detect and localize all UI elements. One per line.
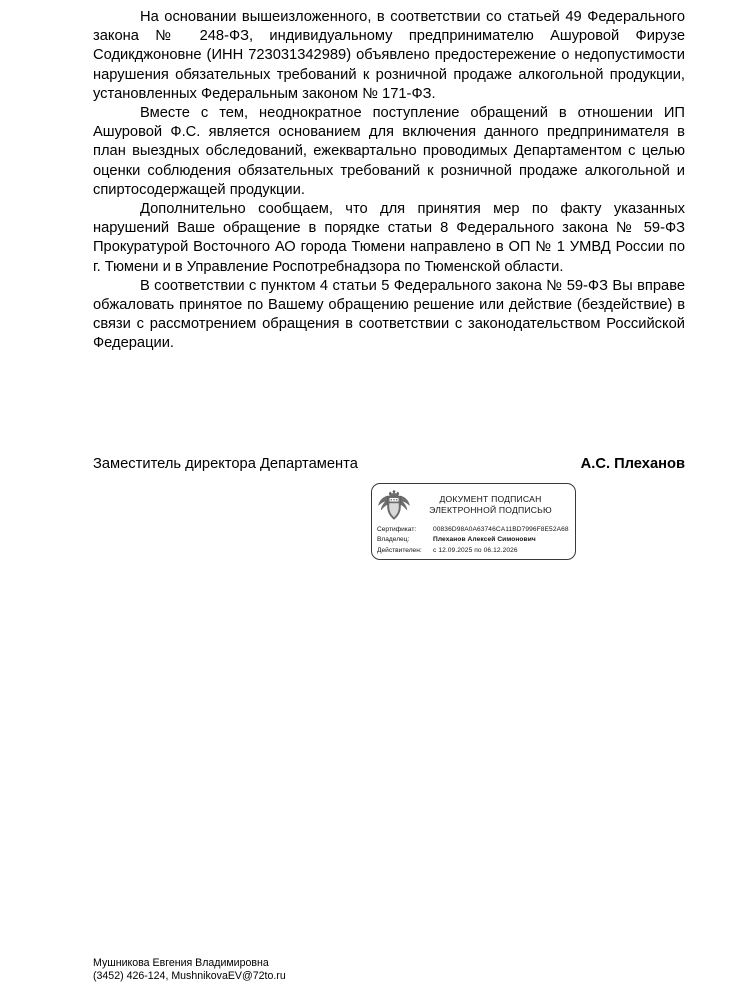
validity-label: Действителен:	[377, 546, 422, 554]
stamp-details	[377, 525, 570, 556]
signature-line	[93, 455, 685, 474]
document-body	[93, 8, 685, 354]
stamp-row-certificate	[377, 525, 570, 535]
executor-name: Мушникова Евгения Владимировна	[93, 957, 269, 969]
paragraph-1: На основании вышеизложенного, в соответствии со статьей 49 Федерального закона № 248-ФЗ, индивидуальному предпринимателю Ашуровой Фирузе Содикджоновне (ИНН 723031342989) объявлено предостережение о недопустимости нарушения обязательных требований к розничной продаже алкогольной продукции, установленных Федеральным законом № 171-ФЗ.	[93, 9, 685, 102]
owner-label: Владелец:	[377, 536, 410, 544]
certificate-value: 00836D98A0A63746CA11BD7996F8E52A68	[433, 526, 569, 533]
validity-value: с 12.09.2025 по 06.12.2026	[433, 546, 518, 554]
stamp-title-line-2: ЭЛЕКТРОННОЙ ПОДПИСЬЮ	[429, 505, 552, 515]
stamp-header	[377, 488, 570, 522]
electronic-signature-stamp	[371, 483, 576, 560]
paragraph-2: Вместе с тем, неоднократное поступление обращений в отношении ИП Ашуровой Ф.С. является основанием для включения данного предпринимателя в план выездных обследований, ежеквартально проводимых Департаментом с целью оценки соблюдения обязательных требований к розничной продаже алкогольной и спиртосодержащей продукции.	[93, 105, 685, 198]
paragraph-3: Дополнительно сообщаем, что для принятия мер по факту указанных нарушений Ваше обращение в порядке статьи 8 Федерального закона № 59-ФЗ Прокуратурой Восточного АО города Тюмени направлено в ОП № 1 УМВД России по г. Тюмени и в Управление Роспотребнадзора по Тюменской области.	[93, 201, 685, 275]
signatory-position: Заместитель директора Департамента	[93, 456, 358, 472]
owner-value: Плеханов Алексей Симонович	[433, 536, 536, 544]
stamp-title	[417, 494, 570, 515]
executor-contacts: (3452) 426-124, MushnikovaEV@72to.ru	[93, 970, 286, 983]
footer-executor-block	[93, 957, 286, 984]
coat-of-arms-icon	[377, 489, 411, 521]
stamp-row-owner	[377, 535, 570, 545]
paragraph-4: В соответствии с пунктом 4 статьи 5 Федерального закона № 59-ФЗ Вы вправе обжаловать принятое по Вашему обращению решение или действие (бездействие) в связи с рассмотрением обращения в соответствии с законодательством Российской Федерации.	[93, 277, 685, 352]
signatory-name: А.С. Плеханов	[580, 456, 685, 472]
stamp-title-line-1: ДОКУМЕНТ ПОДПИСАН	[439, 494, 542, 505]
stamp-row-validity	[377, 546, 570, 556]
certificate-label: Сертификат:	[377, 526, 417, 533]
